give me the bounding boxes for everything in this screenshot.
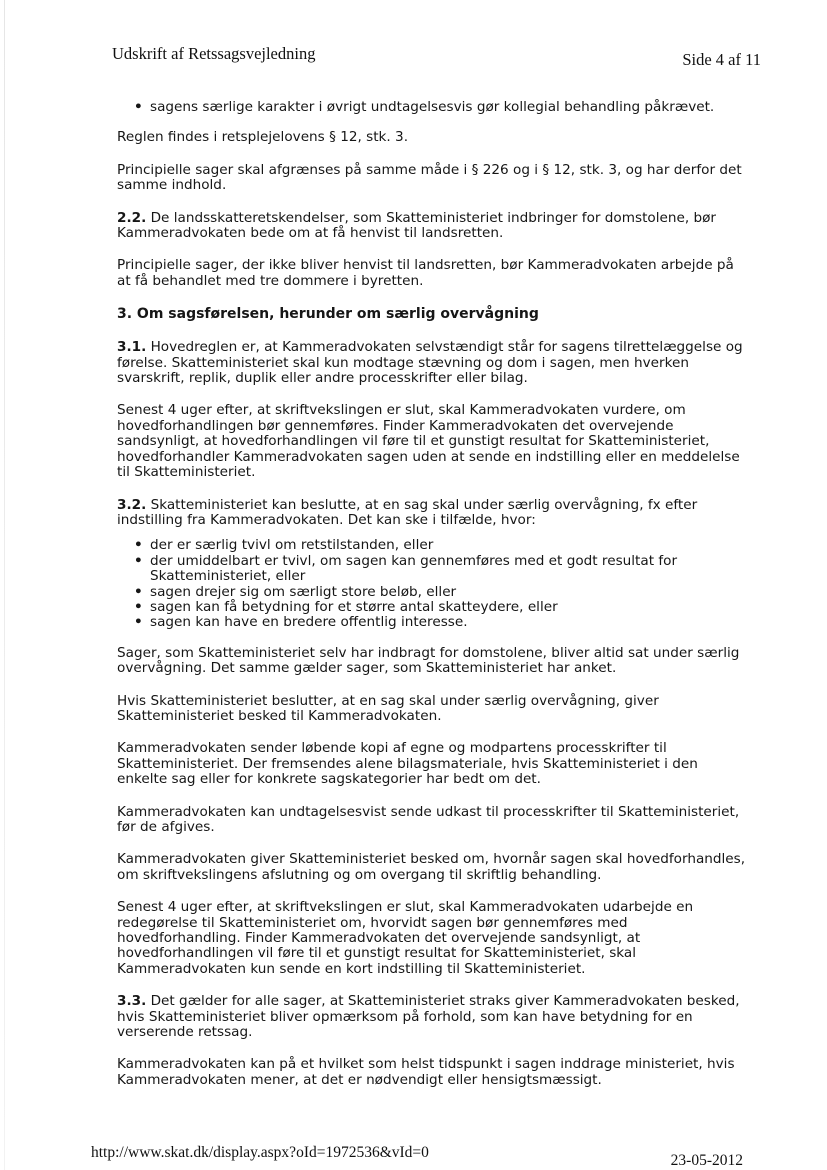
footer-url: http://www.skat.dk/display.aspx?oId=1972536&vId=0 <box>91 1144 429 1161</box>
paragraph: Kammeradvokaten sender løbende kopi af egne og modpartens processkrifter til Skatteministeriet. Der fremsendes alene bilagsmateriale, hvis Skatteministeriet i den enkelte sag eller for konkrete sagskategorier har bedt om det. <box>117 740 698 788</box>
section-3-2 <box>117 498 747 529</box>
list-item: • sagen kan få betydning for et større antal skatteydere, eller <box>150 600 747 615</box>
list-item: • der umiddelbart er tvivl, om sagen kan gennemføres med et godt resultat for Skatteministeriet, eller <box>150 554 747 585</box>
paragraph: Reglen findes i retsplejelovens § 12, stk. 3. <box>117 129 409 146</box>
section-2-2 <box>117 211 747 242</box>
section-heading: 3. Om sagsførelsen, herunder om særlig overvågning <box>117 306 539 323</box>
section-number: 3.1. <box>117 339 147 356</box>
paragraph: Senest 4 uger efter, at skriftvekslingen er slut, skal Kammeradvokaten udarbejde en redegørelse til Skatteministeriet om, hvorvidt sagen bør gennemføres med hovedforhandling. Finder Kammeradvokaten det overvejende sandsynligt, at hovedforhandlingen vil føre til et gunstigt resultat for Skatteministeriet, skal Kammeradvokaten kun sende en kort indstilling til Skatteministeriet. <box>117 899 694 977</box>
section-number: 2.2. <box>117 209 147 226</box>
list-item: • der er særlig tvivl om retstilstanden, eller <box>150 538 747 553</box>
paragraph: Kammeradvokaten kan undtagelsesvist sende udkast til processkrifter til Skatteministeriet, før de afgives. <box>117 803 740 835</box>
footer-date: 23-05-2012 <box>670 1152 743 1169</box>
section-3-1 <box>117 340 747 386</box>
paragraph: Kammeradvokaten giver Skatteministeriet besked om, hvornår sagen skal hovedforhandles, om skriftvekslingens afslutning og om overgang til skriftlig behandling. <box>117 851 746 883</box>
paragraph: Principielle sager, der ikke bliver henvist til landsretten, bør Kammeradvokaten arbejde på at få behandlet med tre dommere i byretten. <box>117 257 734 289</box>
header-page-number: Side 4 af 11 <box>682 50 761 69</box>
header-title: Udskrift af Retssagsvejledning <box>112 44 316 63</box>
paragraph: Hvis Skatteministeriet beslutter, at en sag skal under særlig overvågning, giver Skatteministeriet besked til Kammeradvokaten. <box>117 692 659 724</box>
paragraph: Principielle sager skal afgrænses på samme måde i § 226 og i § 12, stk. 3, og har derfor det samme indhold. <box>117 161 742 194</box>
document-body <box>117 100 747 1105</box>
paragraph: Senest 4 uger efter, at skriftvekslingen er slut, skal Kammeradvokaten vurdere, om hovedforhandlingen bør gennemføres. Finder Kammeradvokaten det overvejende sandsynligt, at hovedforhandlingen vil føre til et gunstigt resultat for Skatteministeriet, hovedforhandler Kammeradvokaten sagen uden at sende en indstilling eller en meddelelse til Skatteministeriet. <box>117 402 740 481</box>
section-3-3 <box>117 994 747 1040</box>
section-text: De landsskatteretskendelser, som Skatteministeriet indbringer for domstolene, bør Kammeradvokaten bede om at få henvist til landsretten. <box>117 209 717 242</box>
scan-margin-line <box>4 0 5 1170</box>
section-number: 3.2. <box>117 496 147 513</box>
top-bullet-list <box>117 100 747 115</box>
list-item: • sagens særlige karakter i øvrigt undtagelsesvis gør kollegial behandling påkrævet. <box>150 100 747 115</box>
section-text: Skatteministeriet kan beslutte, at en sag skal under særlig overvågning, fx efter indstilling fra Kammeradvokaten. Det kan ske i tilfælde, hvor: <box>117 496 698 528</box>
list-item: • sagen drejer sig om særligt store beløb, eller <box>150 585 747 600</box>
paragraph: Kammeradvokaten kan på et hvilket som helst tidspunkt i sagen inddrage ministeriet, hvis Kammeradvokaten mener, at det er nødvendigt eller hensigtsmæssigt. <box>117 1056 735 1088</box>
section-number: 3.3. <box>117 993 147 1010</box>
section-text: Hovedreglen er, at Kammeradvokaten selvstændigt står for sagens tilrettelæggelse og førelse. Skatteministeriet skal kun modtage stævning og dom i sagen, men hverken svarskrift, replik, duplik eller andre processkrifter eller bilag. <box>117 339 743 387</box>
criteria-list <box>117 538 747 630</box>
list-item: • sagen kan have en bredere offentlig interesse. <box>150 615 747 630</box>
section-text: Det gælder for alle sager, at Skatteministeriet straks giver Kammeradvokaten besked, hvis Skatteministeriet bliver opmærksom på forhold, som kan have betydning for en verserende retssag. <box>117 993 740 1041</box>
paragraph: Sager, som Skatteministeriet selv har indbragt for domstolene, bliver altid sat under særlig overvågning. Det samme gælder sager, som Skatteministeriet har anket. <box>117 644 740 677</box>
